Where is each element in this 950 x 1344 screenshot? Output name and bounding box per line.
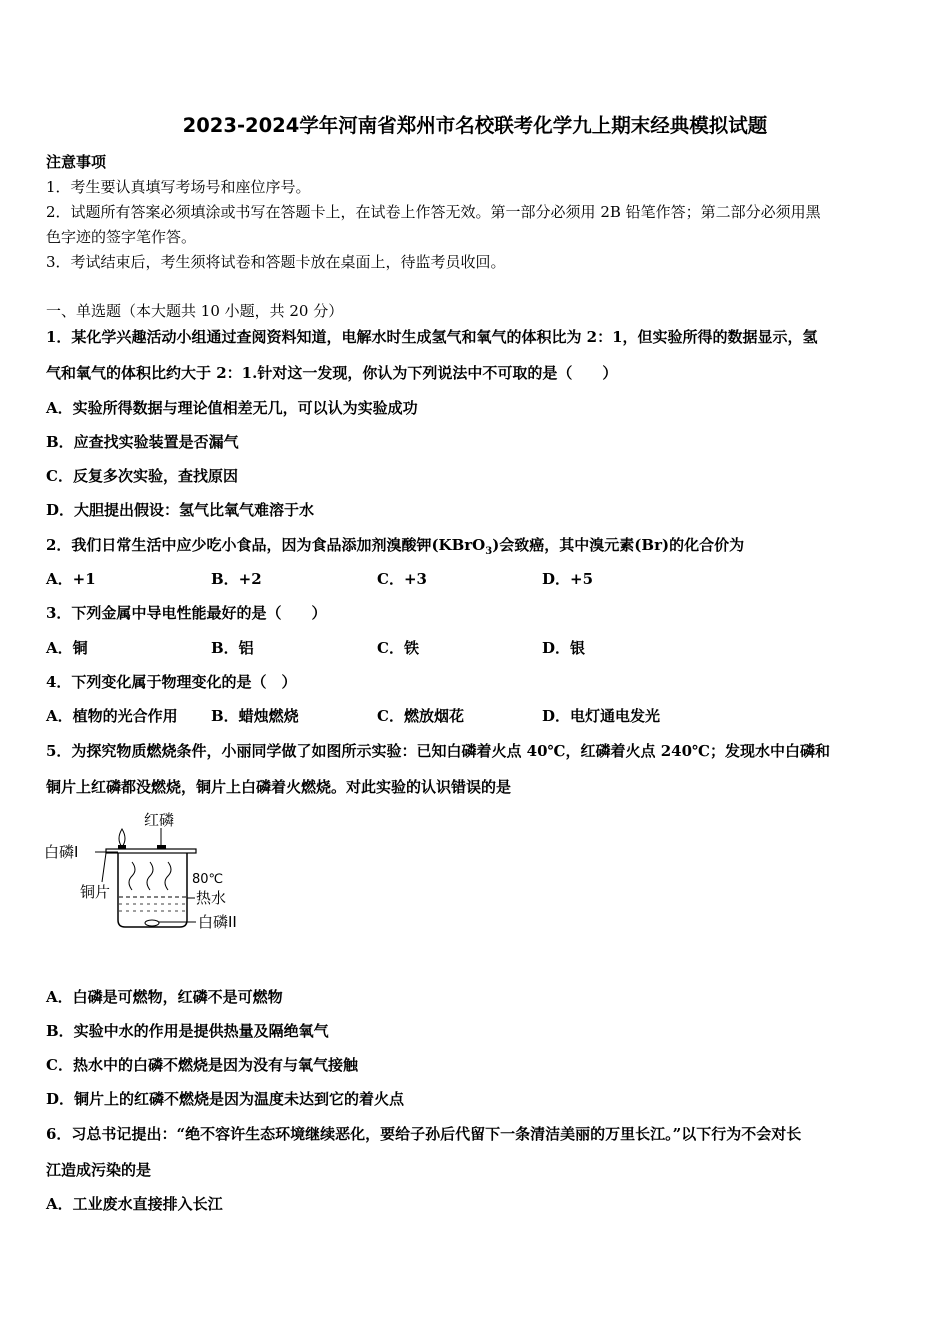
- q5-stem-line2: 铜片上红磷都没燃烧，铜片上白磷着火燃烧。对此实验的认识错误的是: [46, 778, 512, 796]
- flame-icon: [119, 829, 125, 847]
- q4-option-d: D．电灯通电发光: [542, 707, 661, 725]
- label-hot-water: 热水: [196, 889, 227, 907]
- label-white-phosphorus-1: 白磷Ⅰ: [44, 843, 79, 861]
- label-temperature: 80℃: [192, 872, 224, 887]
- label-copper-sheet: 铜片: [80, 883, 111, 901]
- q4-option-c: C．燃放烟花: [377, 707, 464, 725]
- q1-option-a: A．实验所得数据与理论值相差无几，可以认为实验成功: [46, 399, 418, 417]
- q4-stem: 4．下列变化属于物理变化的是（ ）: [46, 673, 297, 691]
- notice-item-3: 3．考试结束后，考生须将试卷和答题卡放在桌面上，待监考员收回。: [46, 253, 506, 271]
- q1-option-c: C．反复多次实验，查找原因: [46, 467, 238, 485]
- page-title: 2023-2024学年河南省郑州市名校联考化学九上期末经典模拟试题: [182, 114, 768, 137]
- q5-option-c: C．热水中的白磷不燃烧是因为没有与氧气接触: [46, 1056, 358, 1074]
- q5-stem-line1: 5．为探究物质燃烧条件，小丽同学做了如图所示实验：已知白磷着火点 40℃，红磷着火点 240℃；发现水中白磷和: [46, 742, 831, 760]
- label-white-phosphorus-2: 白磷II: [198, 913, 237, 931]
- red-phosphorus-shape: [157, 845, 166, 849]
- q1-stem-line1: 1．某化学兴趣活动小组通过查阅资料知道，电解水时生成氢气和氧气的体积比为 2：1，但实验所得的数据显示，氢: [46, 328, 818, 346]
- copper-pointer: [102, 853, 106, 882]
- q2-stem-b: )会致癌，其中溴元素(Br)的化合价为: [492, 536, 745, 554]
- q2-option-b: B．+2: [211, 570, 262, 588]
- q1-stem-line2: 气和氧气的体积比约大于 2：1.针对这一发现，你认为下列说法中不可取的是（ ）: [46, 364, 618, 382]
- q3-option-d: D．银: [542, 639, 586, 657]
- q4-option-b: B．蜡烛燃烧: [211, 707, 299, 725]
- q3-stem: 3．下列金属中导电性能最好的是（ ）: [46, 604, 327, 622]
- q1-option-d: D．大胆提出假设：氢气比氧气难溶于水: [46, 501, 315, 519]
- q3-option-c: C．铁: [377, 639, 419, 657]
- white-phosphorus-1-shape: [118, 845, 126, 849]
- q2-stem-sub: 3: [485, 546, 493, 557]
- q2-stem: [46, 535, 744, 562]
- q5-option-a: A．白磷是可燃物，红磷不是可燃物: [46, 988, 283, 1006]
- beaker-shape: [118, 853, 187, 927]
- q2-option-a: A．+1: [46, 570, 96, 588]
- q3-option-b: B．铝: [211, 639, 254, 657]
- q6-option-a: A．工业废水直接排入长江: [46, 1195, 223, 1213]
- steam-curl-3: [165, 862, 171, 890]
- q3-option-a: A．铜: [46, 639, 88, 657]
- q6-stem-line1: 6．习总书记提出：“绝不容许生态环境继续恶化，要给子孙后代留下一条清洁美丽的万里长江。”以下行为不会对长: [46, 1125, 802, 1143]
- white-phosphorus-2-shape: [145, 920, 159, 926]
- combustion-experiment-diagram: [40, 800, 260, 940]
- q2-option-d: D．+5: [542, 570, 594, 588]
- copper-sheet-shape: [106, 849, 196, 853]
- steam-curl-2: [147, 862, 153, 890]
- notice-item-1: 1．考生要认真填写考场号和座位序号。: [46, 178, 311, 196]
- notice-heading: 注意事项: [46, 153, 107, 171]
- q2-stem-a: 2．我们日常生活中应少吃小食品，因为食品添加剂溴酸钾(KBrO: [46, 536, 486, 554]
- q4-option-a: A．植物的光合作用: [46, 707, 178, 725]
- q2-option-c: C．+3: [377, 570, 427, 588]
- q5-option-d: D．铜片上的红磷不燃烧是因为温度未达到它的着火点: [46, 1090, 405, 1108]
- section-heading: 一、单选题（本大题共 10 小题，共 20 分）: [46, 302, 344, 320]
- steam-curl-1: [129, 862, 135, 890]
- q1-option-b: B．应查找实验装置是否漏气: [46, 433, 239, 451]
- notice-item-2: 2．试题所有答案必须填涂或书写在答题卡上，在试卷上作答无效。第一部分必须用 2B 铅笔作答；第二部分必须用黑: [46, 203, 821, 221]
- q5-option-b: B．实验中水的作用是提供热量及隔绝氧气: [46, 1022, 329, 1040]
- q6-stem-line2: 江造成污染的是: [46, 1161, 152, 1179]
- notice-item-2-cont: 色字迹的签字笔作答。: [46, 228, 197, 246]
- label-red-phosphorus: 红磷: [144, 811, 175, 829]
